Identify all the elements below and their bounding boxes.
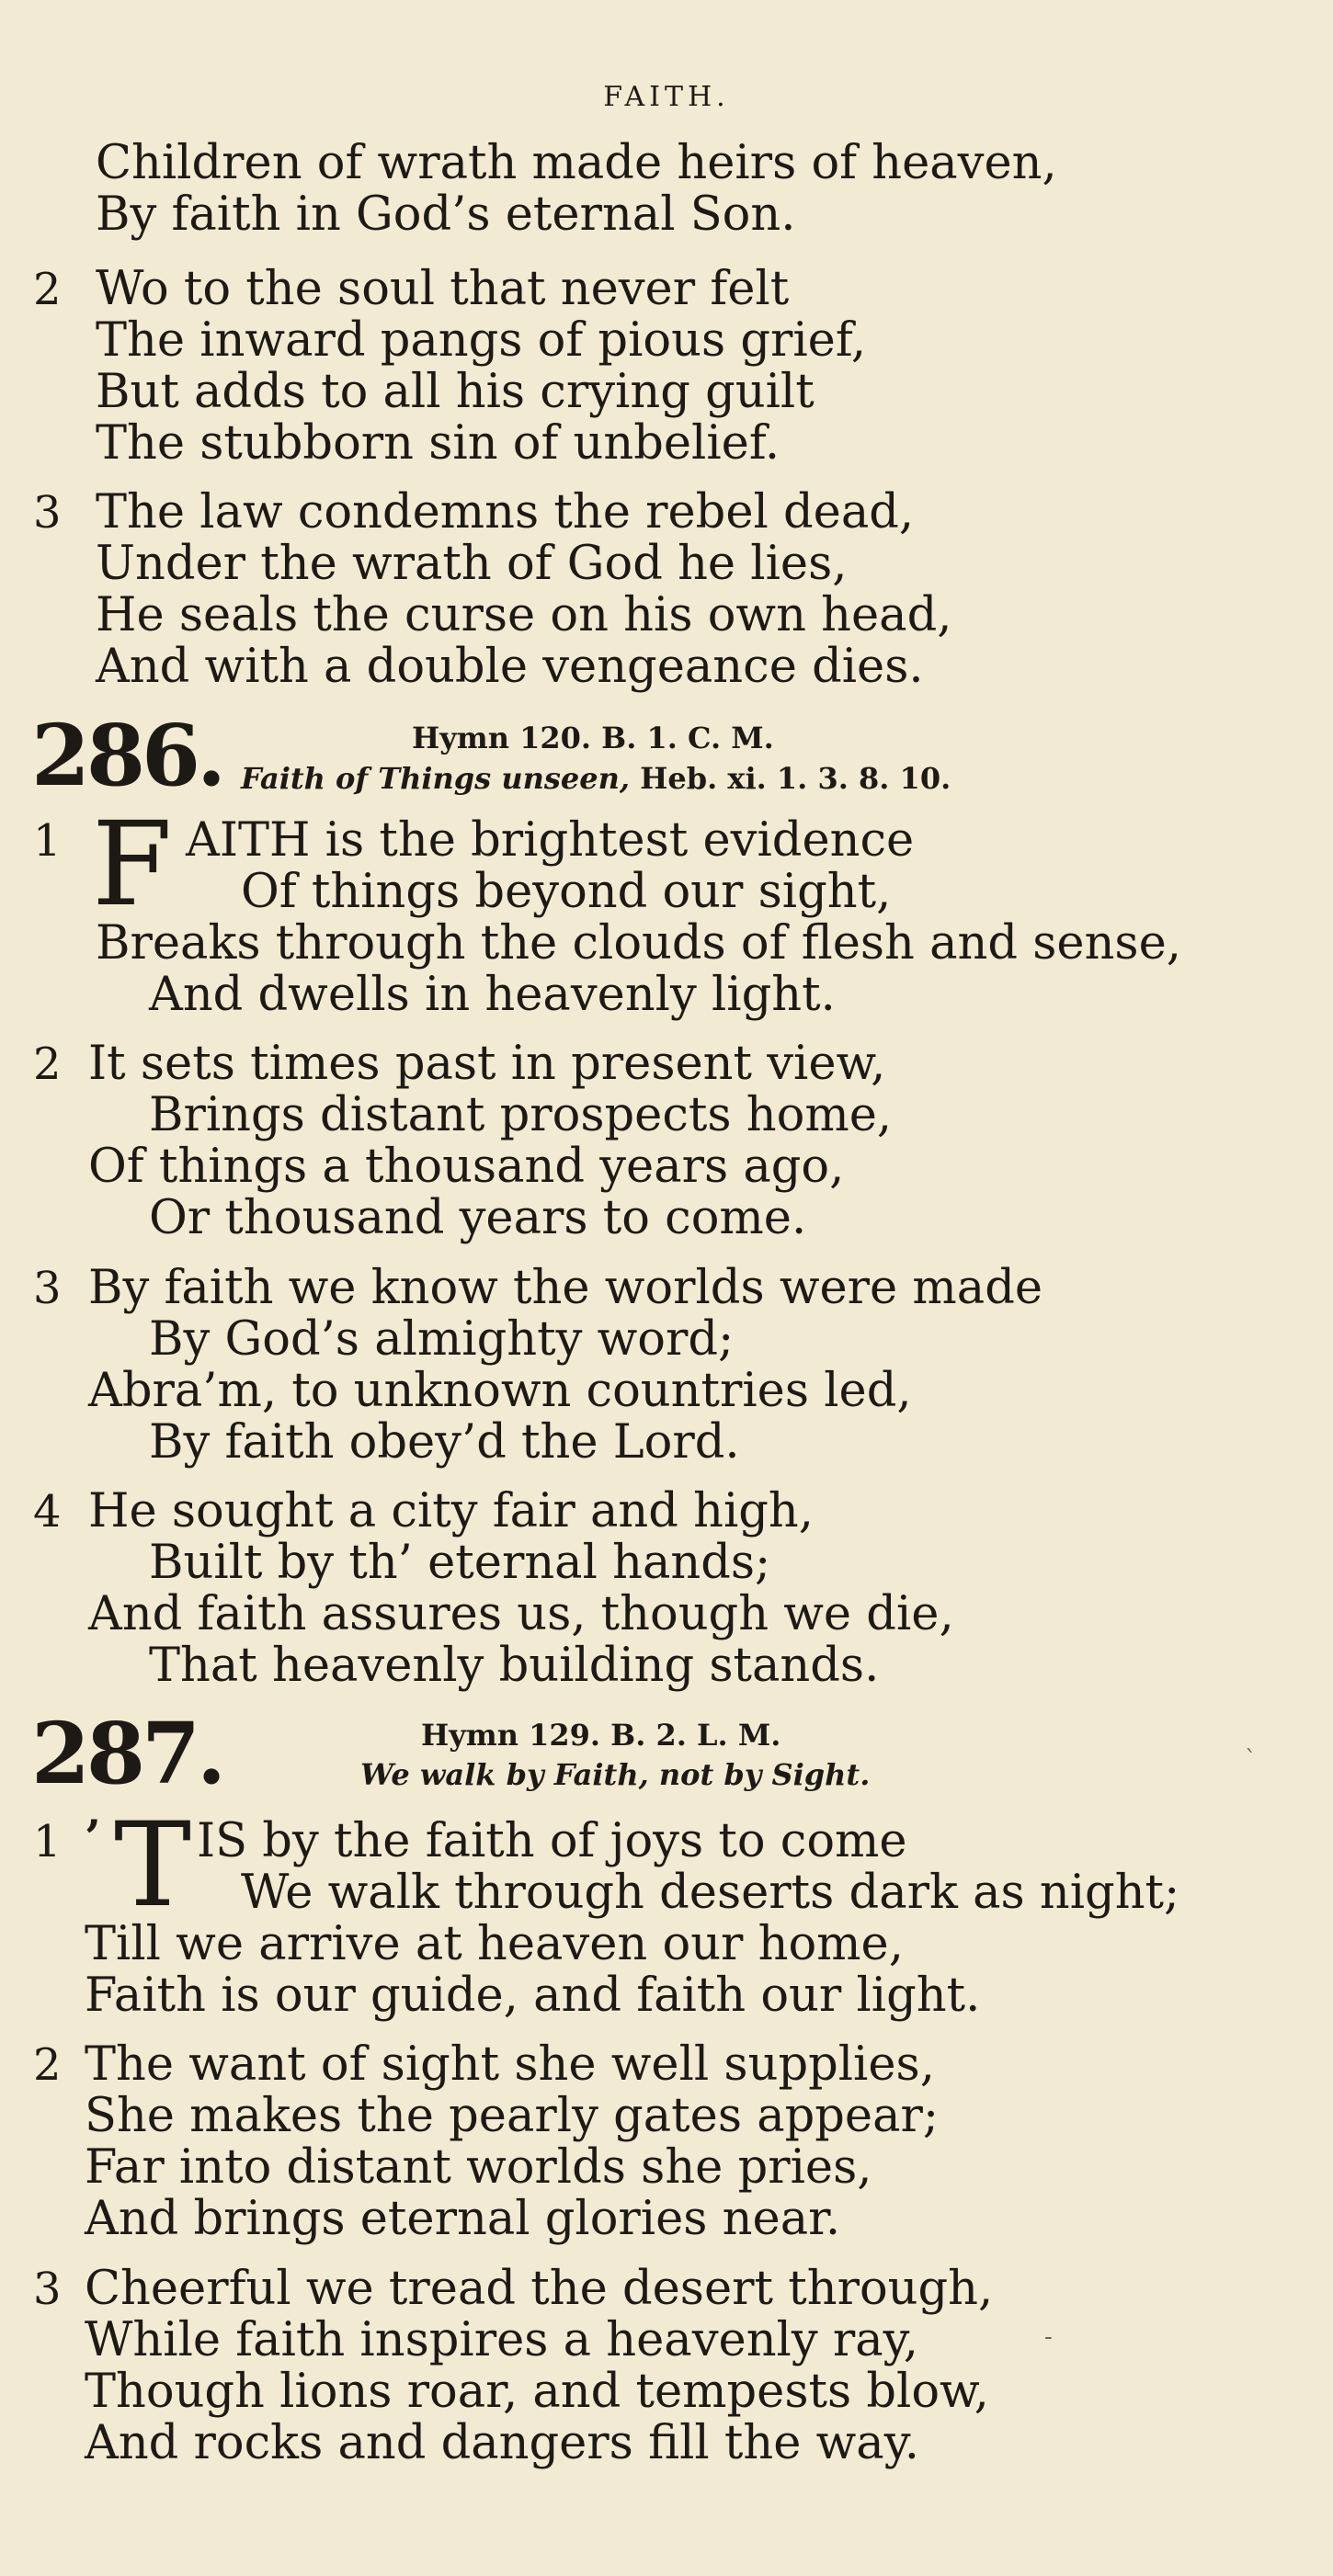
verse-line: But adds to all his crying guilt xyxy=(96,365,815,419)
verse-line: And rocks and dangers fill the way. xyxy=(85,2416,919,2470)
verse-line: By faith we know the worlds were made xyxy=(88,1261,1043,1315)
verse-line: Till we arrive at heaven our home, xyxy=(85,1917,904,1971)
hymn-number-286: 286. xyxy=(31,706,223,805)
verse-line: He sought a city fair and high, xyxy=(88,1484,814,1538)
verse-line: Under the wrath of God he lies, xyxy=(96,537,848,591)
verse-line: Far into distant worlds she pries, xyxy=(85,2140,872,2195)
verse-line: Wo to the soul that never felt xyxy=(96,262,790,316)
hymn-286-subtitle xyxy=(241,762,951,795)
verse-line: And with a double vengeance dies. xyxy=(96,640,924,694)
verse-line: She makes the pearly gates appear; xyxy=(85,2089,940,2143)
hymn-287-meta: Hymn 129. B. 2. L. M. xyxy=(421,1718,781,1753)
verse-line: Brings distant prospects home, xyxy=(149,1088,893,1142)
verse-number: 2 xyxy=(33,264,62,315)
verse-line: We walk through deserts dark as night; xyxy=(241,1866,1180,1920)
verse-line: Cheerful we tread the desert through, xyxy=(85,2262,994,2316)
verse-line: That heavenly building stands. xyxy=(149,1639,880,1693)
verse-line: AITH is the brightest evidence xyxy=(186,813,915,868)
hymn-287-title: We walk by Faith, not by Sight. xyxy=(360,1757,871,1792)
verse-line: Of things beyond our sight, xyxy=(241,865,892,919)
verse-line: Abra’m, to unknown countries led, xyxy=(88,1364,912,1418)
verse-line: IS by the faith of joys to come xyxy=(197,1814,907,1868)
verse-line: The stubborn sin of unbelief. xyxy=(96,416,780,471)
verse-line: And faith assures us, though we die, xyxy=(88,1587,954,1641)
carryover-line: By faith in God’s eternal Son. xyxy=(96,187,796,242)
verse-line: By God’s almighty word; xyxy=(149,1312,735,1367)
verse-number: 3 xyxy=(33,1263,62,1314)
verse-line: Or thousand years to come. xyxy=(149,1191,807,1245)
verse-line: It sets times past in present view, xyxy=(88,1037,886,1091)
verse-line: The want of sight she well supplies, xyxy=(85,2037,935,2092)
verse-number: 4 xyxy=(33,1486,62,1538)
verse-line: Faith is our guide, and faith our light. xyxy=(85,1969,981,2023)
stray-mark: ` xyxy=(1245,1746,1257,1774)
running-head: FAITH. xyxy=(603,81,730,113)
verse-number: 3 xyxy=(33,2264,62,2315)
verse-number: 2 xyxy=(33,2039,62,2091)
verse-line: While faith inspires a heavenly ray, xyxy=(85,2313,918,2367)
verse-number: 1 xyxy=(33,1816,62,1867)
drop-cap: F xyxy=(92,797,173,932)
verse-line: Though lions roar, and tempests blow, xyxy=(85,2365,989,2419)
hymn-286-meta: Hymn 120. B. 1. C. M. xyxy=(412,721,774,755)
verse-number: 2 xyxy=(33,1038,62,1090)
verse-line: And brings eternal glories near. xyxy=(85,2192,841,2246)
verse-line: He seals the curse on his own head, xyxy=(96,588,952,642)
apostrophe: ’ xyxy=(85,1810,101,1866)
verse-number: 3 xyxy=(33,487,62,539)
verse-line: The inward pangs of pious grief, xyxy=(96,313,867,368)
carryover-line: Children of wrath made heirs of heaven, xyxy=(96,136,1057,190)
stray-mark: - xyxy=(1044,2323,1053,2351)
hymn-286-scripture-ref: Heb. xi. 1. 3. 8. 10. xyxy=(630,761,951,796)
verse-line: Breaks through the clouds of flesh and sense, xyxy=(96,916,1181,970)
verse-line: Of things a thousand years ago, xyxy=(88,1140,845,1194)
hymn-287-subtitle xyxy=(360,1758,870,1791)
verse-line: And dwells in heavenly light. xyxy=(149,968,836,1022)
verse-line: By faith obey’d the Lord. xyxy=(149,1415,740,1470)
hymn-number-287: 287. xyxy=(31,1704,223,1803)
drop-cap: T xyxy=(114,1798,192,1933)
verse-number: 1 xyxy=(33,815,62,867)
hymn-286-title: Faith of Things unseen, xyxy=(241,761,630,796)
verse-line: Built by th’ eternal hands; xyxy=(149,1536,771,1590)
verse-line: The law condemns the rebel dead, xyxy=(96,485,915,539)
